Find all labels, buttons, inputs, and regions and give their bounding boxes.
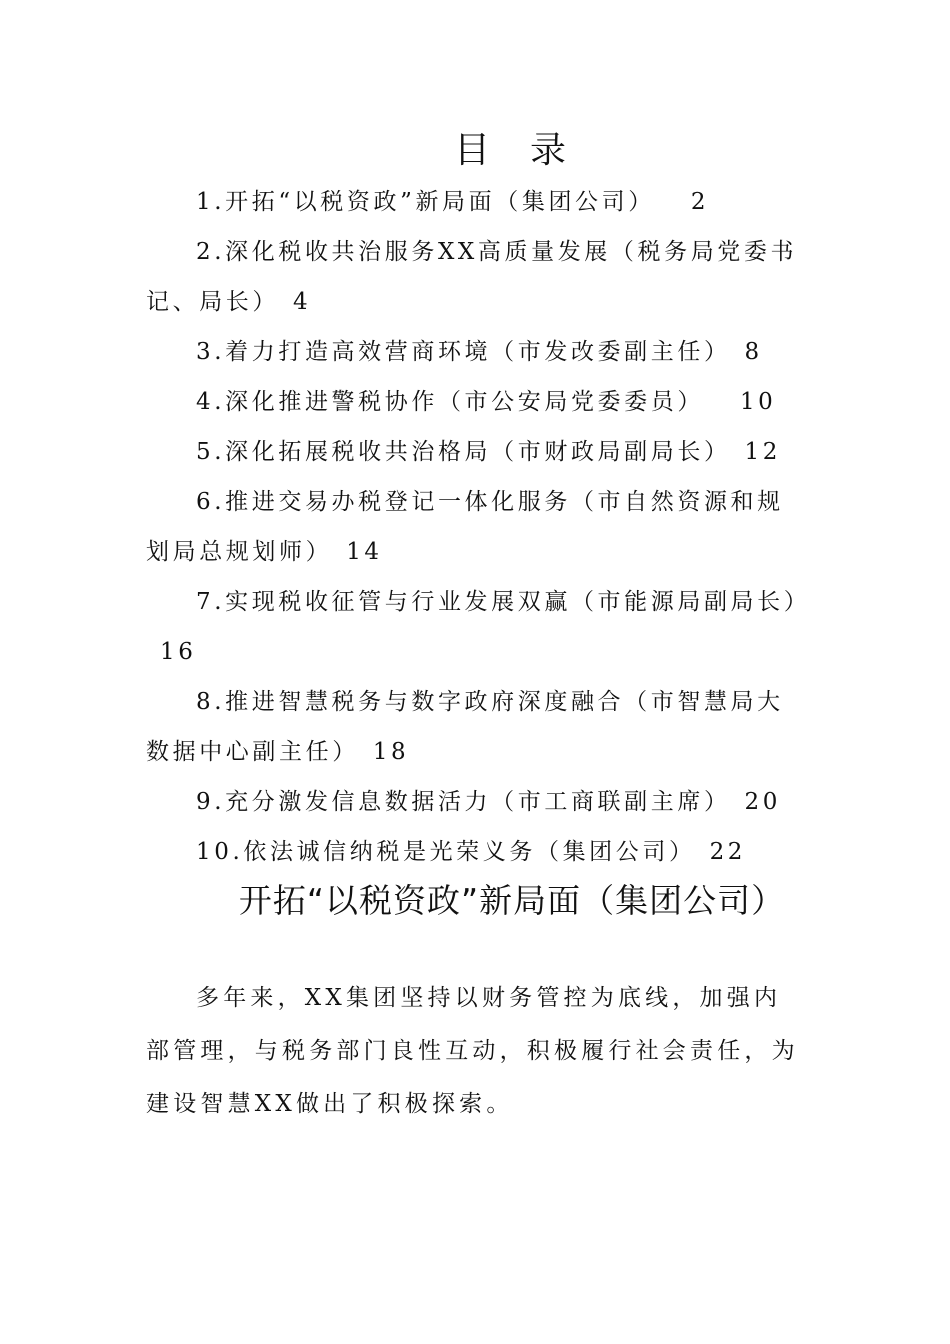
toc-entry-page: 20 [744,789,782,815]
toc-title [0,124,950,178]
table-of-contents [146,177,811,877]
toc-entry-text: 5.深化拓展税收共治格局（市财政局副局长） [196,439,731,465]
toc-entry-page: 8 [744,339,763,365]
toc-entry-text: 9.充分激发信息数据活力（市工商联副主席） [196,789,731,815]
body-paragraph: 多年来，XX集团坚持以财务管控为底线，加强内部管理，与税务部门良性互动，积极履行社会责任，为建设智慧XX做出了积极探索。 [146,985,799,1117]
toc-entry[interactable] [146,827,806,877]
toc-entry[interactable] [146,477,806,577]
toc-entry-text: 1.开拓“以税资政”新局面（集团公司） [196,189,655,215]
toc-entry[interactable] [146,577,811,677]
toc-title-part2: 录 [530,130,567,171]
toc-entry-page: 16 [160,639,197,665]
section-title: 开拓“以税资政”新局面（集团公司） [238,881,786,920]
toc-entry-text: 4.深化推进警税协作（市公安局党委委员） [196,389,704,415]
toc-entry-page: 2 [690,189,710,215]
toc-entry-text: 2.深化税收共治服务XX高质量发展（税务局党委书记、局长） [146,239,798,315]
toc-entry-page: 22 [709,839,747,865]
toc-entry[interactable] [146,227,806,327]
toc-entry-page: 18 [372,739,410,765]
toc-entry[interactable] [146,777,806,827]
toc-entry[interactable] [146,677,806,777]
toc-entry-text: 8.推进智慧税务与数字政府深度融合（市智慧局大数据中心副主任） [146,689,784,765]
toc-entry-page: 14 [346,539,383,565]
toc-entry[interactable] [146,327,806,377]
toc-entry-page: 4 [293,289,312,315]
toc-entry[interactable] [146,177,806,227]
toc-entry-page: 10 [739,389,777,415]
toc-entry-text: 6.推进交易办税登记一体化服务（市自然资源和规划局总规划师） [146,489,784,565]
toc-entry-text: 10.依法诚信纳税是光荣义务（集团公司） [196,839,696,865]
toc-entry-text: 3.着力打造高效营商环境（市发改委副主任） [196,339,731,365]
toc-title-part1: 目 [453,130,490,171]
toc-entry-text: 7.实现税收征管与行业发展双赢（市能源局副局长） [196,589,811,615]
toc-entry-page: 12 [744,439,782,465]
toc-entry[interactable] [146,427,806,477]
toc-entry[interactable] [146,377,806,427]
